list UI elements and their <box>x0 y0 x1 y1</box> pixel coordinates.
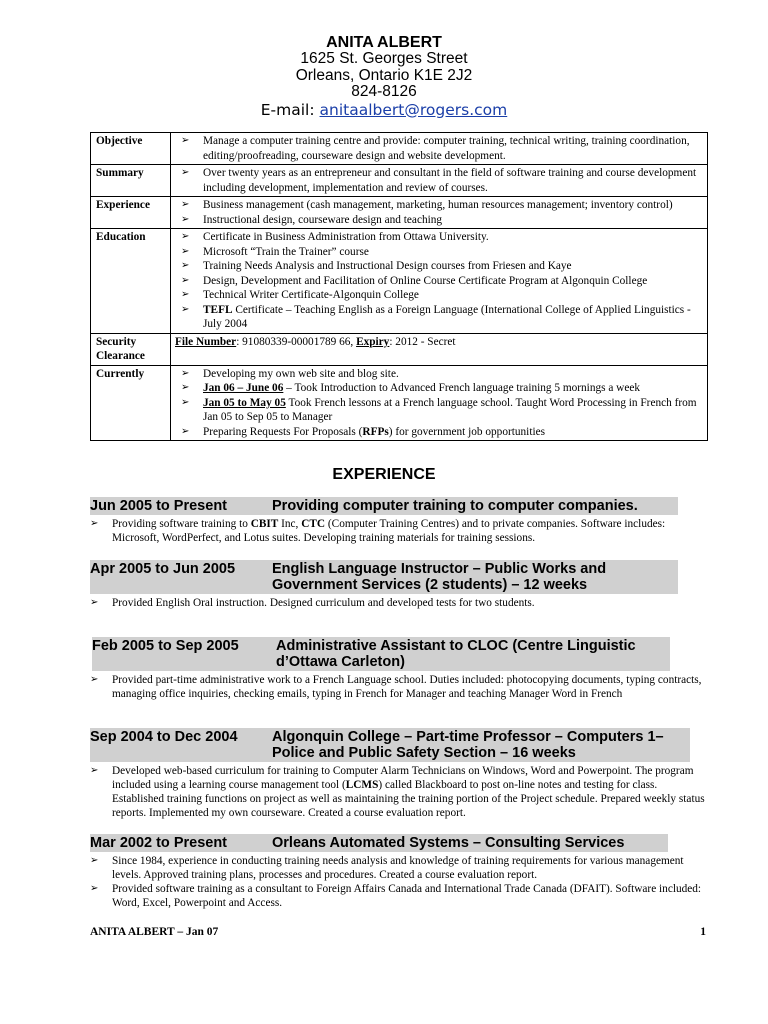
list-item: ➢ Technical Writer Certificate-Algonquin College <box>181 289 419 301</box>
row-summary <box>91 165 708 197</box>
list-item: ➢ Developed web-based curriculum for training to Computer Alarm Technicians on Windows, Word and Powerpoint. The program included using a learning course management tool (LCMS) called Blackboard to post on-line notes and testing for class. Established training functions on project as well as maintaining the training portion of the Project schedule. Prepared weekly status reports. Implemented my own courseware. Created a course evaluation report. <box>90 765 705 819</box>
file-number-label: File Number <box>175 335 237 348</box>
arrow-bullet-icon: ➢ <box>181 135 190 146</box>
job-entry <box>90 834 708 910</box>
arrow-bullet-icon: ➢ <box>90 855 99 866</box>
arrow-bullet-icon: ➢ <box>181 396 190 408</box>
list-item: ➢ Training Needs Analysis and Instructional Design courses from Friesen and Kaye <box>181 260 572 272</box>
street-address: 1625 St. Georges Street <box>300 50 468 67</box>
arrow-bullet-icon: ➢ <box>90 518 99 529</box>
experience-section-title: EXPERIENCE <box>332 466 436 483</box>
job-title: Providing computer training to computer companies. <box>272 498 638 514</box>
email-line <box>0 101 768 119</box>
list-item: ➢ Provided part-time administrative work to a French Language school. Duties included: photocopying documents, typing contracts, managing office inquiries, checking emails, typing in French for Manager and teaching Manager Word in French <box>90 674 702 700</box>
list-item: ➢ Jan 05 to May 05 Took French lessons at a French language school. Taught Word Processing in French from Jan 05 to Sep 05 to Manager <box>181 396 697 423</box>
list-item: ➢ Since 1984, experience in conducting training needs analysis and knowledge of training requirements for various management levels. Approved training plans, processes and procedures. Created a course evaluation report. <box>90 855 684 881</box>
file-number-value: : 91080339-00001789 66, <box>236 335 357 348</box>
phone-number: 824-8126 <box>351 83 417 100</box>
arrow-bullet-icon: ➢ <box>90 597 99 608</box>
currently-label: Currently <box>91 365 171 441</box>
summary-table <box>90 132 708 441</box>
resume-header <box>0 34 768 119</box>
objective-content <box>171 133 708 165</box>
job-heading <box>90 728 690 762</box>
list-item: ➢ Provided software training as a consultant to Foreign Affairs Canada and International Trade Canada (DFAIT). Software included: Word, Excel, Powerpoint and Access. <box>90 883 702 909</box>
list-item: ➢ Preparing Requests For Proposals (RFPs) for government job opportunities <box>181 425 546 438</box>
job-entry <box>90 637 708 701</box>
arrow-bullet-icon: ➢ <box>181 260 190 271</box>
job-heading <box>90 560 678 594</box>
row-security <box>91 333 708 365</box>
arrow-bullet-icon: ➢ <box>181 167 190 178</box>
city-address: Orleans, Ontario K1E 2J2 <box>295 66 473 84</box>
arrow-bullet-icon: ➢ <box>181 199 190 210</box>
list-item: ➢ TEFL Certificate – Teaching English as a Foreign Language (International College of Applied Linguistics - July 2004 <box>181 303 691 330</box>
expiry-label: Expiry <box>356 335 390 348</box>
list-item: ➢ Jan 06 – June 06 – Took Introduction to Advanced French language training 5 mornings a week <box>181 382 641 394</box>
job-date: Mar 2002 to Present <box>90 835 228 851</box>
list-item: ➢ Design, Development and Facilitation of Online Course Certificate Program at Algonquin College <box>181 274 648 287</box>
email-link[interactable]: anitaalbert@rogers.com <box>319 100 508 119</box>
arrow-bullet-icon: ➢ <box>181 289 190 300</box>
arrow-bullet-icon: ➢ <box>181 213 190 225</box>
job-heading <box>90 497 678 515</box>
row-objective <box>91 133 708 165</box>
job-date: Apr 2005 to Jun 2005 <box>90 561 236 577</box>
list-item: ➢ Over twenty years as an entrepreneur and consultant in the field of software training and course development including development, implementation and review of courses. <box>181 167 697 194</box>
job-date: Jun 2005 to Present <box>90 498 227 514</box>
list-item: ➢ Instructional design, courseware design and teaching <box>181 213 443 226</box>
page-number: 1 <box>700 926 706 938</box>
list-item: ➢ Business management (cash management, marketing, human resources management; inventory control) <box>181 199 673 211</box>
list-item: ➢ Developing my own web site and blog site. <box>181 367 399 380</box>
arrow-bullet-icon: ➢ <box>90 674 99 685</box>
arrow-bullet-icon: ➢ <box>181 425 190 437</box>
list-item: ➢ Manage a computer training centre and provide: computer training, technical writing, training coordination, editing/proofreading, courseware design and website development. <box>181 135 690 162</box>
list-item: ➢ Microsoft “Train the Trainer” course <box>181 245 369 258</box>
currently-content <box>171 365 708 441</box>
row-currently <box>91 365 708 441</box>
summary-label: Summary <box>91 165 171 197</box>
arrow-bullet-icon: ➢ <box>90 765 99 776</box>
arrow-bullet-icon: ➢ <box>181 231 190 242</box>
job-entry <box>90 497 708 545</box>
footer-text: ANITA ALBERT – Jan 07 <box>90 926 219 938</box>
email-label: E-mail: <box>260 100 315 119</box>
experience-content <box>171 197 708 229</box>
education-label: Education <box>91 229 171 334</box>
job-heading <box>92 637 670 671</box>
applicant-name: ANITA ALBERT <box>326 34 442 51</box>
job-date: Feb 2005 to Sep 2005 <box>92 638 239 654</box>
education-content <box>171 229 708 334</box>
job-heading <box>90 834 668 852</box>
arrow-bullet-icon: ➢ <box>181 303 190 315</box>
expiry-value: : 2012 - Secret <box>389 335 456 348</box>
row-education <box>91 229 708 334</box>
job-title: English Language Instructor – Public Works and Government Services (2 students) – 12 weeks <box>272 561 607 593</box>
job-title: Administrative Assistant to CLOC (Centre Linguistic d’Ottawa Carleton) <box>276 638 636 670</box>
security-content <box>171 333 708 365</box>
list-item: ➢ Providing software training to CBIT Inc, CTC (Computer Training Centres) and to private companies. Software includes: Microsoft, WordPerfect, and Lotus suites. Developing training materials for training sessions. <box>90 518 666 544</box>
arrow-bullet-icon: ➢ <box>90 883 99 894</box>
job-entry <box>90 560 708 610</box>
arrow-bullet-icon: ➢ <box>181 382 190 393</box>
job-date: Sep 2004 to Dec 2004 <box>90 729 238 745</box>
experience-label: Experience <box>91 197 171 229</box>
objective-label: Objective <box>91 133 171 165</box>
arrow-bullet-icon: ➢ <box>181 274 190 286</box>
security-label: Security Clearance <box>91 333 171 365</box>
arrow-bullet-icon: ➢ <box>181 367 190 379</box>
row-experience <box>91 197 708 229</box>
job-entry <box>90 728 708 820</box>
summary-content <box>171 165 708 197</box>
list-item: ➢ Provided English Oral instruction. Designed curriculum and developed tests for two students. <box>90 597 535 609</box>
arrow-bullet-icon: ➢ <box>181 245 190 257</box>
list-item: ➢ Certificate in Business Administration from Ottawa University. <box>181 231 489 243</box>
page-footer <box>90 926 708 938</box>
job-title: Orleans Automated Systems – Consulting Services <box>272 835 625 851</box>
job-title: Algonquin College – Part-time Professor – Computers 1– Police and Public Safety Section – 16 weeks <box>272 729 664 761</box>
